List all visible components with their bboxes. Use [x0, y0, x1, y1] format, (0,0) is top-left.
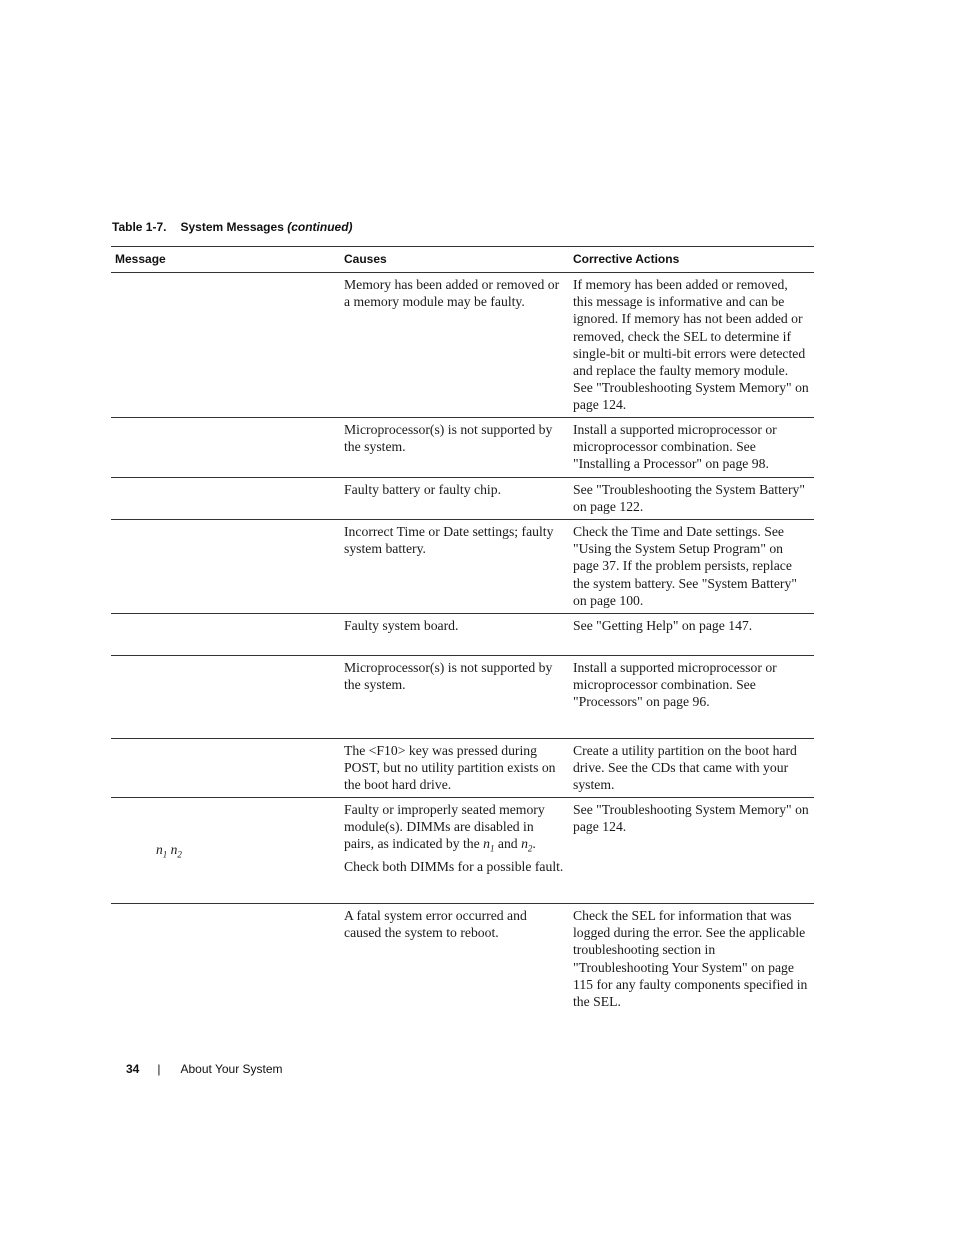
- caption-title: System Messages: [180, 220, 284, 234]
- table-header-row: [111, 246, 814, 273]
- table-row: [111, 418, 814, 478]
- table-row: [111, 478, 814, 520]
- action-cell: If memory has been added or removed, this message is informative and can be ignored. If memory has not been added or removed, check the SEL to determine if single-bit or multi-bit errors were detected and replace the faulty memory module. See "Troubleshooting System Memory" on page 124.: [573, 277, 809, 413]
- table-caption: [112, 220, 353, 234]
- table-row: [111, 904, 814, 1024]
- action-cell: See "Getting Help" on page 147.: [573, 618, 753, 633]
- footer-section-title: About Your System: [180, 1062, 283, 1076]
- dimm-pair-variables: $n_1$ $n_2$: [156, 842, 182, 860]
- message-cell: [111, 904, 340, 1024]
- message-cell: [111, 739, 340, 797]
- cause-cell: Microprocessor(s) is not supported by the system.: [344, 660, 553, 693]
- message-cell: [111, 614, 340, 655]
- footer-separator: |: [157, 1062, 161, 1076]
- cause-cell: Faulty system board.: [344, 618, 459, 633]
- caption-suffix: (continued): [287, 220, 353, 234]
- action-cell: See "Troubleshooting System Memory" on page 124.: [573, 802, 809, 835]
- caption-label: Table 1-7.: [112, 220, 167, 234]
- cause-cell: Memory has been added or removed or a memory module may be faulty.: [344, 277, 560, 310]
- cause-cell: Microprocessor(s) is not supported by the system.: [344, 422, 553, 455]
- header-corrective-actions: Corrective Actions: [573, 252, 680, 266]
- table-row: [111, 520, 814, 614]
- message-cell: [111, 798, 340, 903]
- cause-cell: Faulty battery or faulty chip.: [344, 482, 501, 497]
- message-cell: [111, 273, 340, 417]
- action-cell: Create a utility partition on the boot hard drive. See the CDs that came with your system.: [573, 743, 797, 793]
- action-cell: Check the SEL for information that was logged during the error. See the applicable troubleshooting section in "Troubleshooting Your System" on page 115 for any faulty components specified in the SEL.: [573, 908, 808, 1010]
- message-cell: [111, 478, 340, 519]
- table-row: [111, 273, 814, 418]
- table-row: [111, 798, 814, 904]
- message-cell: [111, 418, 340, 477]
- action-cell: Check the Time and Date settings. See "Using the System Setup Program" on page 37. If the problem persists, replace the system battery. See "System Battery" on page 100.: [573, 524, 797, 608]
- header-causes: Causes: [344, 252, 387, 266]
- system-messages-table: [111, 246, 814, 1024]
- table-row: [111, 656, 814, 739]
- cause-cell: The <F10> key was pressed during POST, but no utility partition exists on the boot hard drive.: [344, 743, 556, 793]
- cause-cell: A fatal system error occurred and caused the system to reboot.: [344, 908, 527, 941]
- cause-cell: Incorrect Time or Date settings; faulty system battery.: [344, 524, 554, 557]
- table-row: [111, 614, 814, 656]
- action-cell: Install a supported microprocessor or microprocessor combination. See "Processors" on page 96.: [573, 660, 777, 710]
- cause-cell: Faulty or improperly seated memory module(s). DIMMs are disabled in pairs, as indicated by the $n_1$ and $n_2$. Check both DIMMs for a possible fault.: [344, 802, 564, 875]
- table-row: [111, 739, 814, 798]
- page-footer: [126, 1062, 283, 1076]
- message-cell: [111, 520, 340, 613]
- page-number: 34: [126, 1062, 140, 1076]
- message-cell: [111, 656, 340, 738]
- action-cell: See "Troubleshooting the System Battery" on page 122.: [573, 482, 805, 515]
- header-message: Message: [115, 252, 166, 266]
- action-cell: Install a supported microprocessor or microprocessor combination. See "Installing a Processor" on page 98.: [573, 422, 777, 472]
